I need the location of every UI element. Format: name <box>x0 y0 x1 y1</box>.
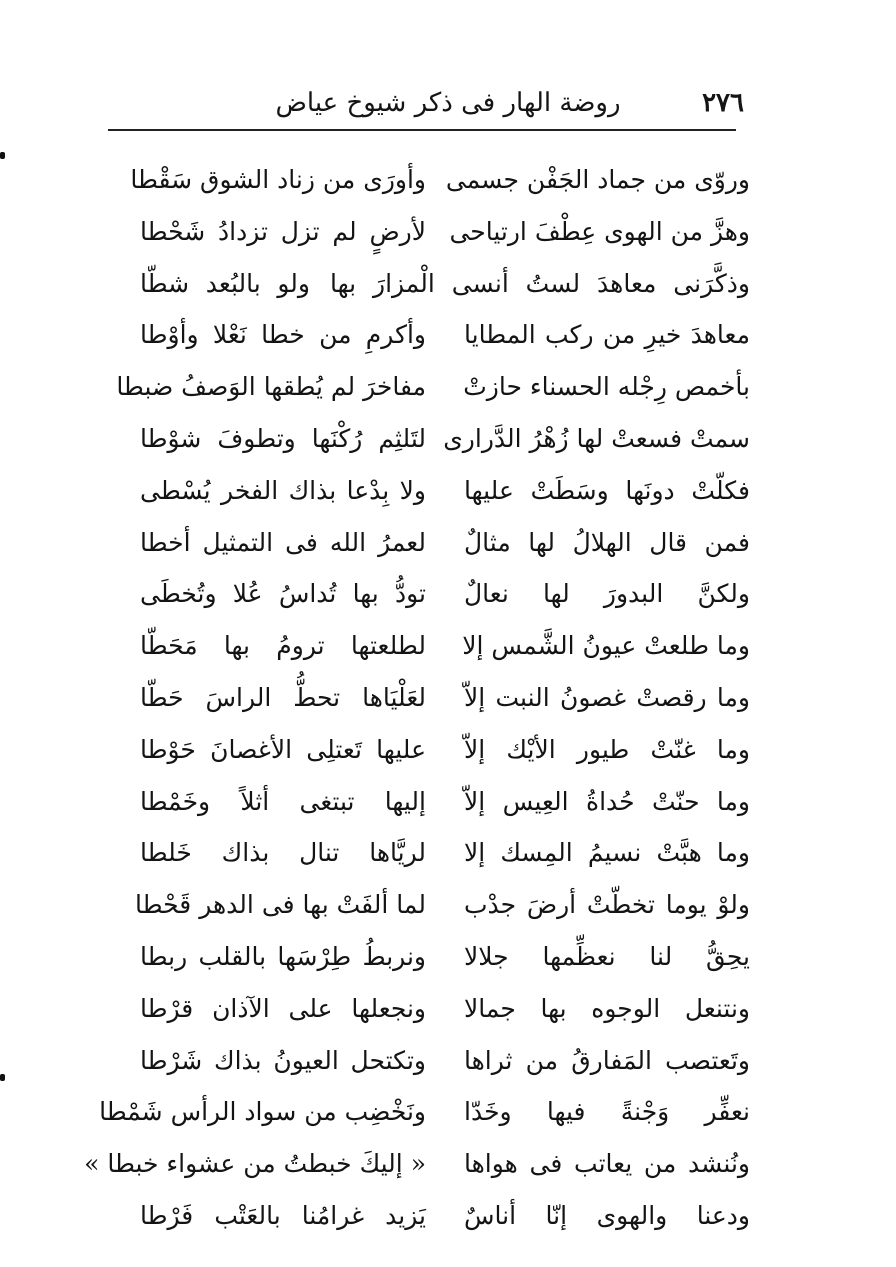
verse-second-hemistich: لتَلثِم رُكْنَها وتطوفَ شوْطا <box>140 423 426 453</box>
verse-line <box>99 1088 750 1140</box>
verse-second-hemistich: ونَخْضِب من سواد الرأس شَمْطا <box>99 1097 426 1127</box>
verse-second-hemistich: ولا بِدْعا بذاك الفخر يُسْطى <box>140 475 426 505</box>
verse-line <box>140 829 750 881</box>
verse-line <box>140 1192 750 1244</box>
verse-second-hemistich: وأكرمِ من خطا نَعْلا وأوْطا <box>140 320 426 350</box>
page-header <box>108 84 744 128</box>
verse-first-hemistich: يحِقُّ لنا نعظِّمها جلالا <box>464 941 750 971</box>
verse-second-hemistich: عليها تَعتلِى الأغصانَ حَوْطا <box>140 734 426 764</box>
poem-verses <box>84 156 750 1244</box>
verse-first-hemistich: معاهدَ خيرِ من ركب المطايا <box>464 320 750 350</box>
verse-line <box>140 778 750 830</box>
verse-first-hemistich: فمن قال الهلالُ لها مثالٌ <box>464 527 750 557</box>
verse-first-hemistich: وما غنّتْ طيور الأيْك إلاّ <box>464 734 750 764</box>
verse-line <box>135 881 750 933</box>
verse-line <box>140 570 750 622</box>
verse-line <box>140 519 750 571</box>
verse-first-hemistich: وهزَّ من الهوى عِطْفَ ارتياحى <box>449 216 750 246</box>
verse-first-hemistich: ودعنا والهوى إنّا أناسٌ <box>464 1200 750 1230</box>
verse-line <box>140 208 750 260</box>
verse-line <box>140 1037 750 1089</box>
verse-line <box>140 622 750 674</box>
verse-first-hemistich: وروّى من جماد الجَفْن جسمى <box>445 165 750 194</box>
verse-second-hemistich: لريَّاها تنال بذاك خَلطا <box>140 838 426 868</box>
verse-line <box>116 363 750 415</box>
verse-first-hemistich: ونُنشد من يعاتب فى هواها <box>464 1149 750 1179</box>
verse-first-hemistich: وتَعتصب المَفارقُ من ثراها <box>464 1045 750 1075</box>
verse-line <box>140 985 750 1037</box>
margin-mark <box>0 1074 5 1081</box>
running-title: روضة الهار فى ذكر شيوخ عياض <box>275 88 621 118</box>
verse-second-hemistich: « إليكَ خبطتُ من عشواء خبطا » <box>84 1149 426 1179</box>
verse-line <box>140 311 750 363</box>
verse-second-hemistich: لعمرُ الله فى التمثيل أخطا <box>140 527 426 557</box>
verse-line <box>140 726 750 778</box>
verse-first-hemistich: وذكَّرَنى معاهدَ لستُ أنسى الْمزارَ بها <box>330 268 750 298</box>
page-number: ٢٧٦ <box>702 88 744 118</box>
verse-second-hemistich: لما ألفَتْ بها فى الدهر قَحْطا <box>135 890 426 920</box>
verse-line <box>140 260 750 312</box>
verse-first-hemistich: نعفِّر وَجْنةً فيها وخَدّا <box>464 1097 750 1127</box>
verse-first-hemistich: ونتنعل الوجوه بها جمالا <box>464 993 750 1023</box>
verse-second-hemistich: مفاخرَ لم يُطقها الوَصفُ ضبطا <box>116 372 426 402</box>
verse-first-hemistich: سمتْ فسعتْ لها زُهْرُ الدَّرارى <box>443 423 750 453</box>
verse-first-hemistich: فكلّتْ دونَها وسَطَتْ عليها <box>464 475 750 505</box>
verse-first-hemistich: بأخمص رِجْله الحسناء حازتْ <box>463 372 750 402</box>
verse-second-hemistich: ولو بالبُعد شطّا <box>140 268 310 298</box>
verse-first-hemistich: وما هبَّتْ نسيمُ المِسك إلا <box>464 838 750 868</box>
verse-second-hemistich: لأرضٍ لم تزل تزدادُ شَحْطا <box>140 216 426 246</box>
verse-second-hemistich: ونجعلها على الآذان قرْطا <box>140 993 426 1023</box>
header-rule <box>108 129 736 131</box>
verse-second-hemistich: وأورَى من زناد الشوق سَقْطا <box>130 165 426 194</box>
verse-line <box>140 674 750 726</box>
verse-second-hemistich: وتكتحل العيونُ بذاك شَرْطا <box>140 1045 426 1075</box>
verse-first-hemistich: وما حنّتْ حُداةُ العِيس إلاّ <box>464 786 750 816</box>
verse-second-hemistich: يَزيد غرامُنا بالعَتْب فَرْطا <box>140 1200 426 1230</box>
verse-second-hemistich: تودُّ بها تُداسُ عُلا وتُخطَى <box>140 579 426 609</box>
verse-line <box>84 1140 750 1192</box>
verse-second-hemistich: لطلعتها ترومُ بها مَحَطّا <box>140 631 426 661</box>
verse-first-hemistich: ولوْ يوما تخطّتْ أرضَ جدْب <box>464 890 750 920</box>
verse-first-hemistich: وما طلعتْ عيونُ الشَّمس إلا <box>462 631 750 661</box>
verse-second-hemistich: لعَلْيَاها تحطُّ الراسَ حَطّا <box>140 682 426 712</box>
verse-second-hemistich: ونربطُ طِرْسَها بالقلب ربطا <box>140 941 426 971</box>
verse-first-hemistich: ولكنَّ البدورَ لها نعالٌ <box>464 579 750 609</box>
verse-line <box>130 156 750 208</box>
verse-first-hemistich: وما رقصتْ غصونُ النبت إلاّ <box>464 682 750 712</box>
verse-line <box>140 415 750 467</box>
margin-mark <box>0 152 5 159</box>
verse-line <box>140 933 750 985</box>
verse-line <box>140 467 750 519</box>
verse-second-hemistich: إليها تبتغى أثلاً وخَمْطا <box>140 786 426 816</box>
